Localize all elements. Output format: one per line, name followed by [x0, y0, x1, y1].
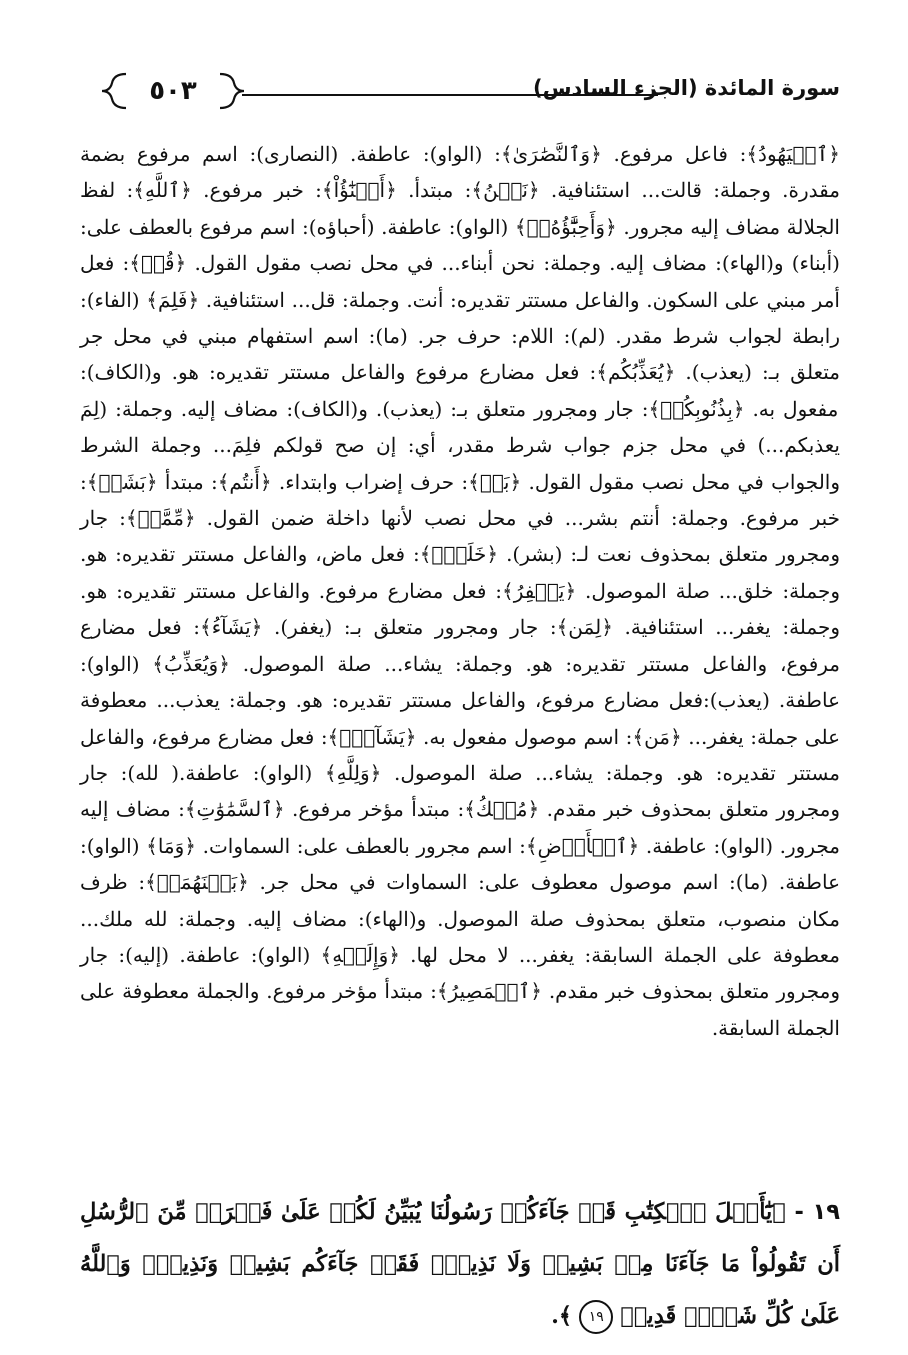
text-line: ﴿بِذُنُوبِكُمۖ﴾: جار ومجرور متعلق بـ: (يعذب). و(الكاف): مضاف إليه. وجملة: (لِمَ [80, 396, 745, 421]
verse-text: ﴿يَٰٓأَهۡلَ ٱلۡكِتَٰبِ قَدۡ جَآءَكُمۡ رَسُولُنَا يُبَيِّنُ لَكُمۡ عَلَىٰ فَتۡرَةٖ مِّنَ ٱلرُّسُلِ أَن تَقُولُواْ مَا جَآءَنَا مِنۢ بَشِيرٖ وَلَا نَذِيرٖۖ فَقَدۡ جَآءَكُم بَشِيرٞ وَنَذِيرٞۗ وَٱللَّهُ عَلَىٰ كُلِّ شَيۡءٖ قَدِيرٞ [80, 1199, 840, 1329]
text-line: الموصول. و(الهاء): مضاف إليه. وجملة: لله ملك... معطوفة على الجملة السابقة: يغفر... لا محل [80, 906, 840, 967]
text-line: خبر مقدم. ﴿مُلۡكُ﴾: مبتدأ مؤخر مرفوع. ﴿ٱلسَّمَٰوَٰتِ﴾: مضاف إليه مجرور. (الواو): عاطفة. [80, 797, 841, 858]
text-line: مضاف إليه. وجملة: نحن أبناء... في محل نصب مقول القول. ﴿قُلۡ﴾: فعل أمر مبني على [80, 251, 840, 312]
verse-close: ﴾. [551, 1303, 573, 1329]
text-line: معطوف على: السماوات في محل جر. ﴿بَيۡنَهُمَاۖ﴾: ظرف مكان منصوب، متعلق بمحذوف صلة [80, 870, 840, 931]
text-line: إليه مجرور. ﴿وَأَحِبَّٰٓؤُهُۥۚ﴾ (الواو): عاطفة. (أحباؤه): اسم مرفوع بالعطف على: (أبناء) و(الهاء): [80, 214, 840, 276]
text-line: ﴿يُعَذِّبُكُم﴾: فعل مضارع مرفوع والفاعل مستتر تقديره: هو. و(الكاف): مفعول به. [80, 360, 839, 421]
text-line: في محل نصب مقول القول. ﴿بَلۡ﴾: حرف إضراب وابتداء. ﴿أَنتُم﴾: مبتدأ ﴿بَشَرٞ﴾: خبر [80, 469, 840, 531]
text-line: (يعذب):فعل مضارع مرفوع، والفاعل مستتر تقديره: هو. وجملة: يعذب... معطوفة على جملة: [80, 688, 840, 749]
running-title: سورة المائدة (الجزء السادس) [532, 76, 840, 100]
text-line: السكون. والفاعل مستتر تقديره: أنت. وجملة: قل... استئنافية. ﴿فَلِمَ﴾ (الفاء): رابطة لجواب [80, 287, 840, 349]
text-line: مرفوع. وجملة: أنتم بشر... في محل نصب لأنها داخلة ضمن القول. ﴿مِّمَّنۡ﴾: جار ومجرور [80, 506, 840, 567]
grammar-analysis-text [80, 136, 840, 1046]
text-line: يغفر... استئنافية. ﴿لِمَن﴾: جار ومجرور متعلق بـ: (يغفر). ﴿يَشَآءُ﴾: فعل مضارع مرفوع، [80, 615, 841, 676]
page-number: ٥٠٣ [149, 76, 197, 106]
text-line: يغفر... ﴿مَن﴾: اسم موصول مفعول به. ﴿يَشَآءُۚ﴾: فعل مضارع مرفوع، والفاعل مستتر تقديره: [80, 724, 841, 785]
quran-verse [80, 1186, 840, 1342]
text-line: متعلق بمحذوف نعت لـ: (بشر). ﴿خَلَقَۚ﴾: فعل ماض، والفاعل مستتر تقديره: هو. وجملة: [80, 542, 840, 603]
text-line: لها. ﴿وَإِلَيۡهِ﴾ (الواو): عاطفة. (إليه): جار ومجرور متعلق بمحذوف خبر مقدم. ﴿ٱلۡمَصِيرُ﴾: [80, 942, 841, 1004]
text-line: ﴿ٱلۡيَهُودُ﴾: فاعل مرفوع. ﴿وَٱلنَّصَٰرَىٰ﴾: (الواو): عاطفة. (النصارى): اسم مرفوع بضمة مقدرة. [80, 142, 840, 203]
verse-number: ١٩ - [785, 1199, 840, 1225]
page-number-frame [98, 70, 248, 112]
text-line: مبتدأ مؤخر مرفوع. والجملة معطوفة على الجملة السابقة. [80, 979, 840, 1040]
text-line: والفاعل مستتر تقديره: هو. وجملة: يشاء... صلة الموصول. ﴿وَيُعَذِّبُ﴾ (الواو): عاطفة. [80, 651, 841, 713]
text-line: هو. وجملة: يشاء... صلة الموصول. ﴿وَلِلَّهِ﴾ (الواو): عاطفة.( لله): جار ومجرور متعلق بمحذوف [80, 760, 840, 822]
text-line: خلق... صلة الموصول. ﴿يَغۡفِرُ﴾: فعل مضارع مرفوع. والفاعل مستتر تقديره: هو. وجملة: [80, 578, 840, 640]
text-line: يعذبكم...) في محل جزم جواب شرط مقدر، أي: إن صح قولكم فلِمَ... وجملة الشرط والجواب [80, 433, 841, 494]
text-line: ﴿ٱلۡأَرۡضِ﴾: اسم مجرور بالعطف على: السماوات. ﴿وَمَا﴾ (الواو): عاطفة. (ما): اسم موصول [80, 833, 840, 895]
ayah-end-marker: ١٩ [579, 1300, 613, 1334]
text-line: شرط مقدر. (لم): اللام: حرف جر. (ما): اسم استفهام مبني في محل جر متعلق بـ: (يعذب). [80, 324, 840, 385]
text-line: وجملة: قالت... استئنافية. ﴿نَحۡنُ﴾: مبتدأ. ﴿أَبۡنَٰٓؤُاْ﴾: خبر مرفوع. ﴿ٱللَّهِ﴾: لفظ الجلالة مضاف [80, 178, 840, 239]
page-header [80, 64, 840, 124]
